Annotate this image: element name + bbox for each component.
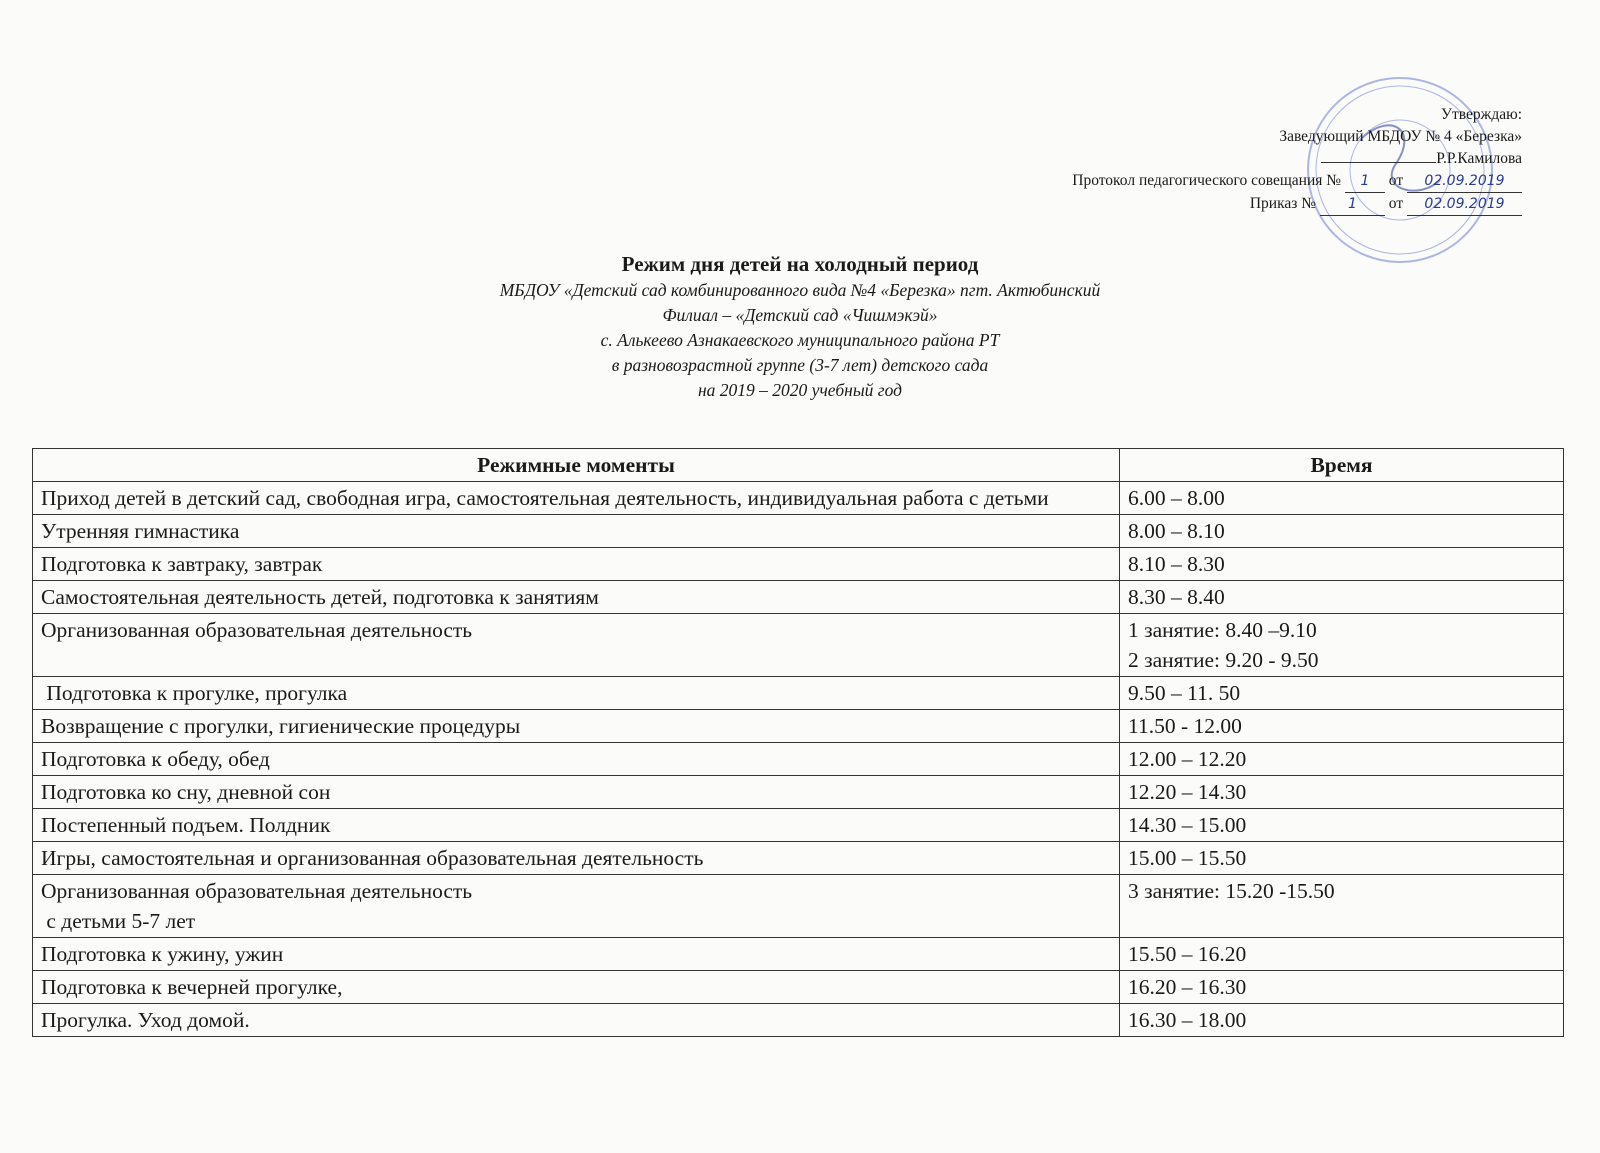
table-row <box>33 842 1564 875</box>
approval-head-position: Заведующий МБДОУ № 4 «Березка» <box>1279 128 1522 145</box>
order-line <box>1072 193 1522 216</box>
time-cell: 8.10 – 8.30 <box>1120 548 1564 581</box>
time-cell: 16.30 – 18.00 <box>1120 1004 1564 1037</box>
activity-cell: Игры, самостоятельная и организованная образовательная деятельность <box>33 842 1120 875</box>
approval-signature-line <box>1072 148 1522 170</box>
table-row <box>33 875 1564 938</box>
order-number: 1 <box>1320 193 1385 216</box>
table-row <box>33 971 1564 1004</box>
subtitle-line-4: в разновозрастной группе (3-7 лет) детского сада <box>611 355 989 375</box>
table-row <box>33 548 1564 581</box>
activity-cell: Подготовка к ужину, ужин <box>33 938 1120 971</box>
protocol-number: 1 <box>1345 170 1385 193</box>
activity-cell: Подготовка к завтраку, завтрак <box>33 548 1120 581</box>
subtitle-line-1: МБДОУ «Детский сад комбинированного вида №4 «Березка» пгт. Актюбинский <box>499 280 1101 300</box>
time-cell <box>1120 614 1564 677</box>
activity-cell: Прогулка. Уход домой. <box>33 1004 1120 1037</box>
order-from-label: от <box>1388 195 1404 212</box>
subtitle-line-5: на 2019 – 2020 учебный год <box>698 380 902 400</box>
activity-cell: Подготовка к вечерней прогулке, <box>33 971 1120 1004</box>
activity-cell: Подготовка ко сну, дневной сон <box>33 776 1120 809</box>
activity-cell: Возвращение с прогулки, гигиенические процедуры <box>33 710 1120 743</box>
time-session-1: 1 занятие: 8.40 –9.10 <box>1128 618 1317 642</box>
approval-block <box>1072 104 1522 216</box>
approval-head-name: Р.Р.Камилова <box>1436 150 1522 167</box>
time-cell: 9.50 – 11. 50 <box>1120 677 1564 710</box>
table-row <box>33 677 1564 710</box>
table-row <box>33 515 1564 548</box>
time-cell: 15.00 – 15.50 <box>1120 842 1564 875</box>
column-header-activity: Режимные моменты <box>33 449 1120 482</box>
activity-cell: Самостоятельная деятельность детей, подготовка к занятиям <box>33 581 1120 614</box>
time-cell: 16.20 – 16.30 <box>1120 971 1564 1004</box>
protocol-line <box>1072 170 1522 193</box>
document-header <box>0 250 1600 403</box>
subtitle-line-3: с. Алькеево Азнакаевского муниципального района РТ <box>600 330 1000 350</box>
table-row <box>33 1004 1564 1037</box>
activity-cell: Постепенный подъем. Полдник <box>33 809 1120 842</box>
table-row <box>33 743 1564 776</box>
time-cell: 11.50 - 12.00 <box>1120 710 1564 743</box>
table-header-row <box>33 449 1564 482</box>
time-cell: 12.00 – 12.20 <box>1120 743 1564 776</box>
approval-heading: Утверждаю: <box>1441 106 1522 123</box>
activity-line-1: Организованная образовательная деятельность <box>41 879 473 903</box>
table-row <box>33 581 1564 614</box>
document-title: Режим дня детей на холодный период <box>621 252 979 276</box>
order-label: Приказ № <box>1249 195 1317 212</box>
activity-cell: Утренняя гимнастика <box>33 515 1120 548</box>
subtitle-line-2: Филиал – «Детский сад «Чишмэкэй» <box>662 305 938 325</box>
time-cell: 12.20 – 14.30 <box>1120 776 1564 809</box>
time-cell: 8.00 – 8.10 <box>1120 515 1564 548</box>
activity-cell: Подготовка к прогулке, прогулка <box>33 677 1120 710</box>
order-date: 02.09.2019 <box>1407 193 1522 216</box>
activity-cell: Организованная образовательная деятельность <box>33 614 1120 677</box>
table-row <box>33 809 1564 842</box>
activity-line-2: с детьми 5-7 лет <box>41 909 196 933</box>
column-header-time: Время <box>1120 449 1564 482</box>
table-row <box>33 776 1564 809</box>
activity-cell: Приход детей в детский сад, свободная игра, самостоятельная деятельность, индивидуальная работа с детьми <box>33 482 1120 515</box>
time-cell: 8.30 – 8.40 <box>1120 581 1564 614</box>
time-cell: 14.30 – 15.00 <box>1120 809 1564 842</box>
table-row <box>33 710 1564 743</box>
time-cell: 3 занятие: 15.20 -15.50 <box>1120 875 1564 938</box>
signature-blank <box>1321 148 1436 163</box>
activity-cell <box>33 875 1120 938</box>
time-cell: 6.00 – 8.00 <box>1120 482 1564 515</box>
schedule-table <box>32 448 1564 1037</box>
protocol-date: 02.09.2019 <box>1407 170 1522 193</box>
time-session-2: 2 занятие: 9.20 - 9.50 <box>1128 648 1319 672</box>
protocol-label: Протокол педагогического совещания № <box>1072 172 1342 189</box>
activity-cell: Подготовка к обеду, обед <box>33 743 1120 776</box>
time-cell: 15.50 – 16.20 <box>1120 938 1564 971</box>
protocol-from-label: от <box>1388 172 1404 189</box>
table-row <box>33 938 1564 971</box>
table-row <box>33 482 1564 515</box>
table-row <box>33 614 1564 677</box>
